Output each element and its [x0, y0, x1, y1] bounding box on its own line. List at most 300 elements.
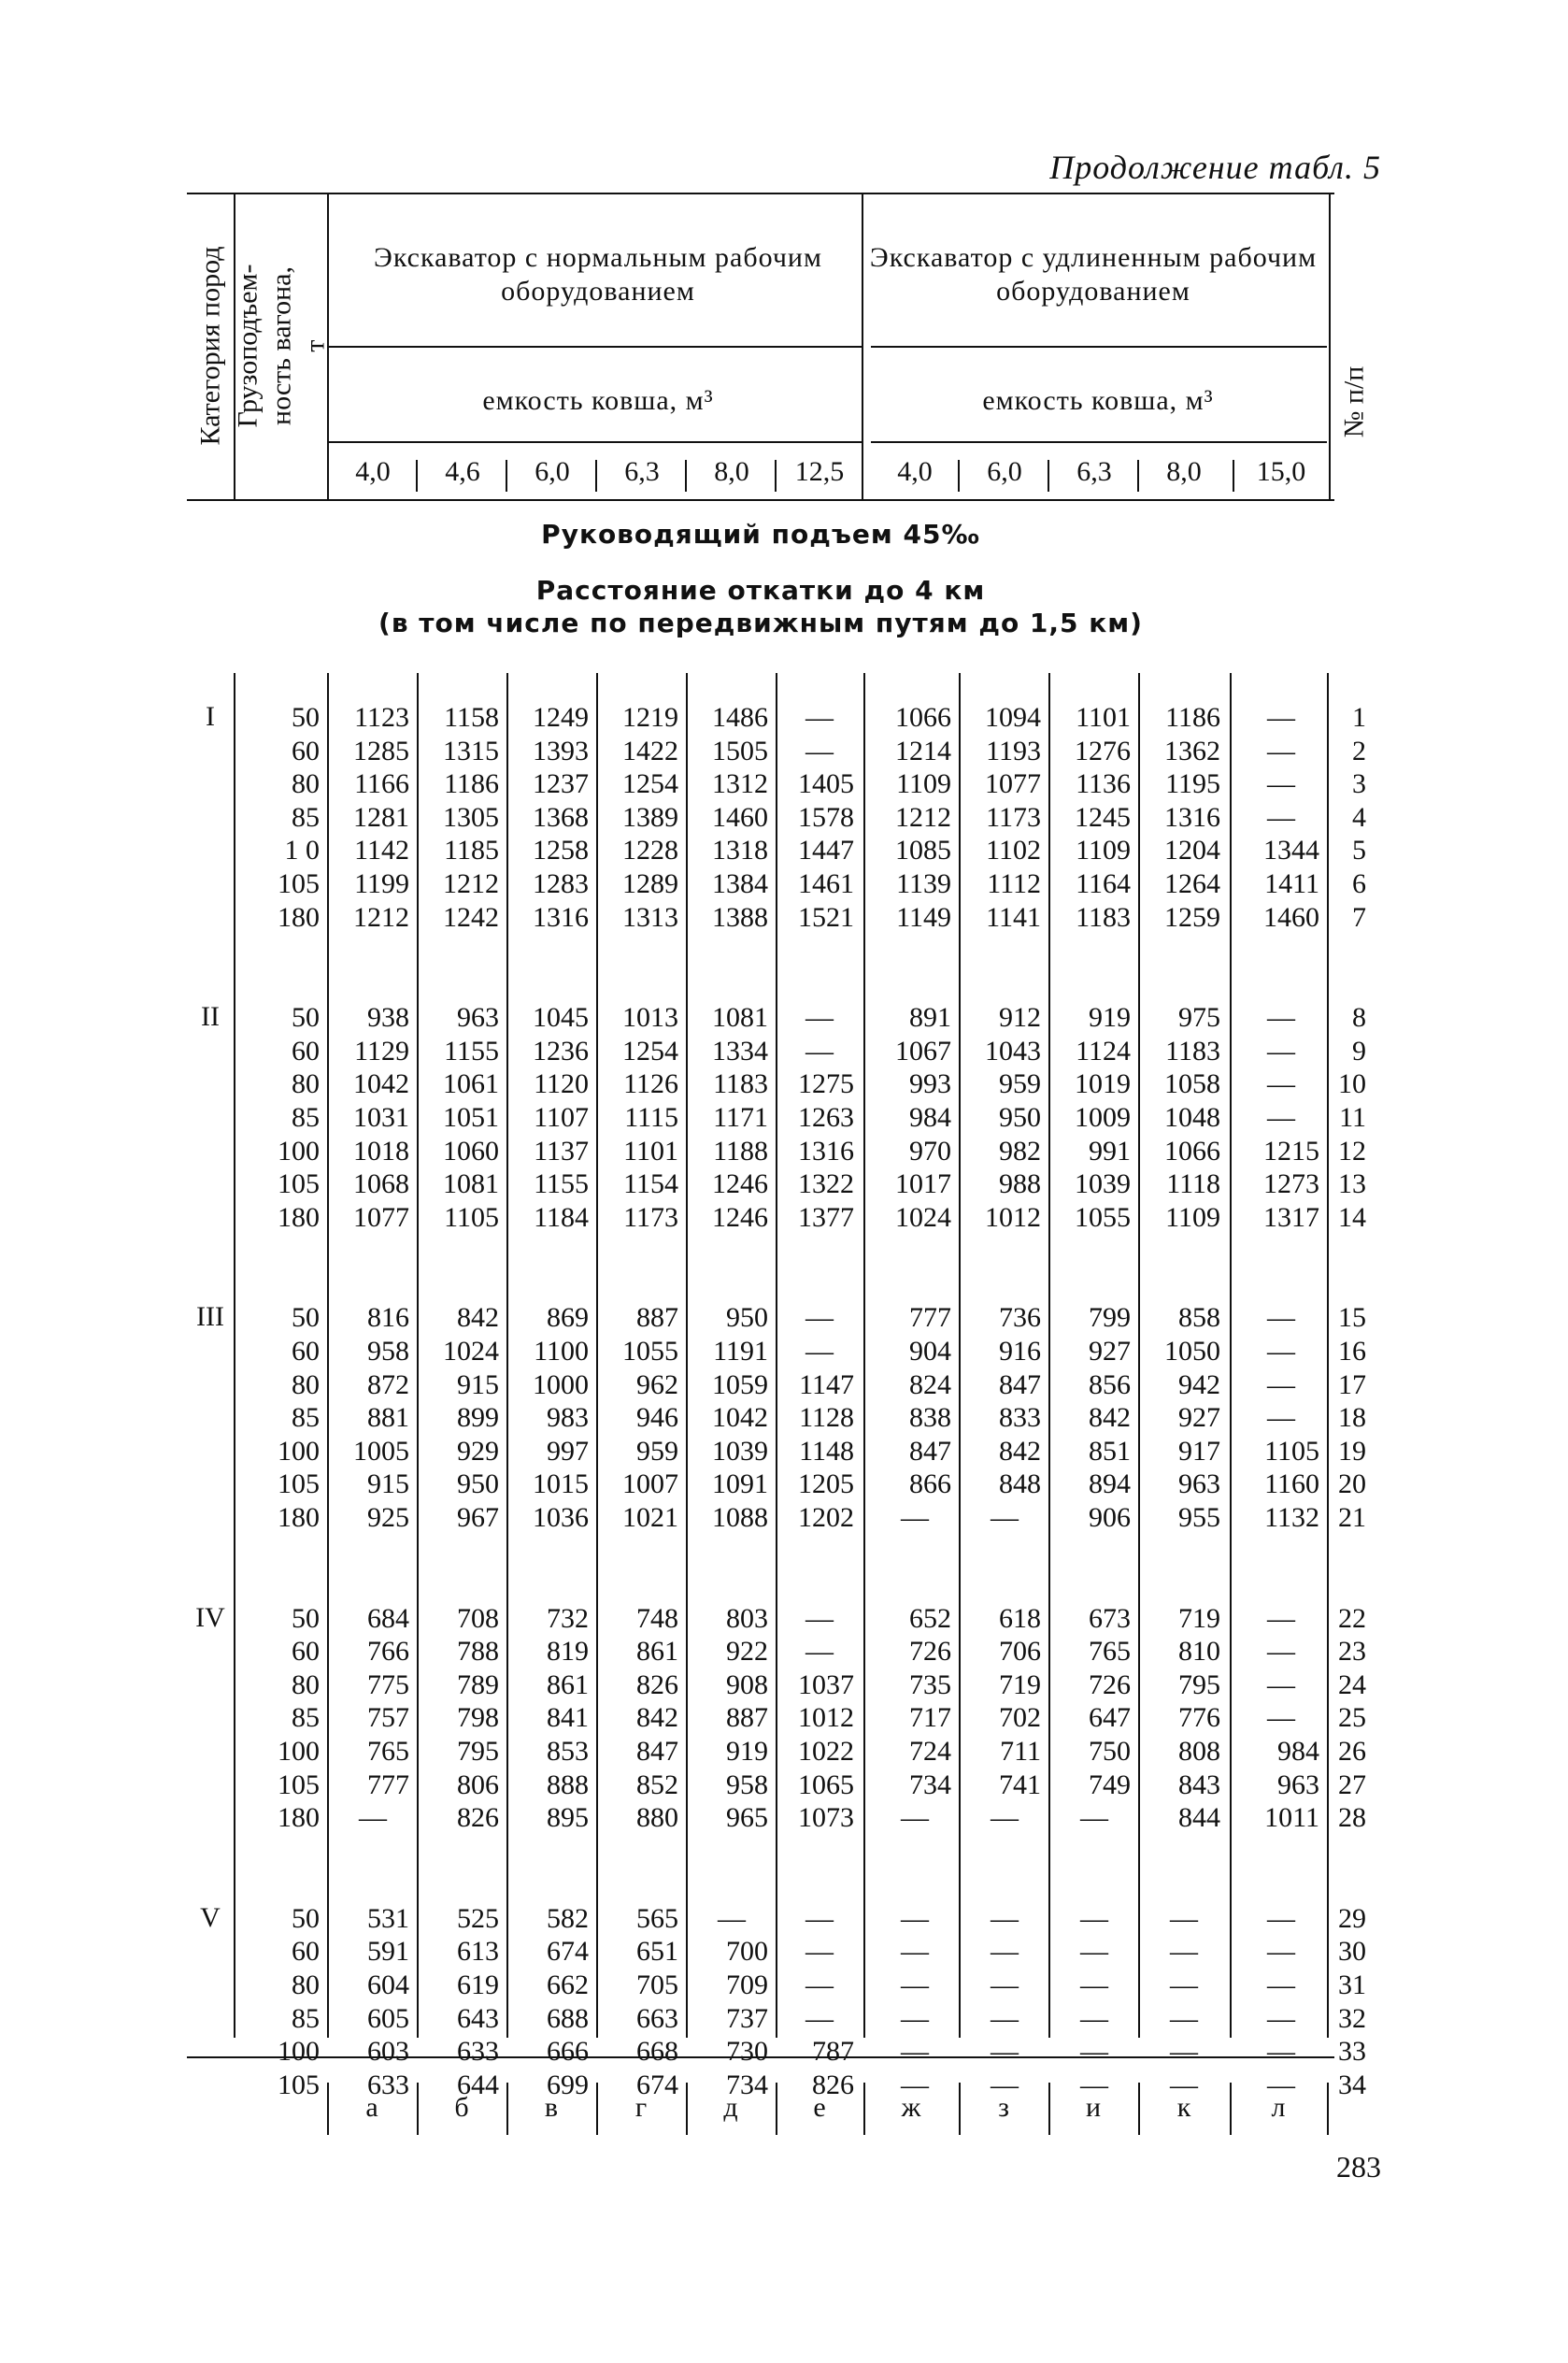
table-cell: 1128: [799, 1402, 854, 1434]
table-cell: 765: [367, 1736, 409, 1767]
table-cell: —: [1080, 2002, 1108, 2034]
row-number-cell: 26: [1338, 1736, 1366, 1767]
table-cell: 1164: [1076, 868, 1131, 899]
capacity-cell: 100: [278, 1435, 320, 1467]
category-label: IV: [195, 1601, 225, 1633]
table-cell: 917: [1178, 1435, 1220, 1467]
table-cell: 591: [367, 1936, 409, 1968]
table-cell: —: [1170, 2036, 1198, 2068]
caption-line-2: Расстояние откатки до 4 км: [535, 575, 986, 606]
table-cell: 709: [726, 1969, 768, 2000]
table-cell: 919: [726, 1736, 768, 1767]
row-number-cell: 27: [1338, 1769, 1366, 1800]
table-cell: 1486: [712, 702, 768, 733]
table-cell: 1334: [712, 1035, 768, 1067]
capacity-cell: 105: [278, 868, 320, 899]
table-cell: 887: [636, 1302, 678, 1334]
table-cell: 1275: [798, 1068, 854, 1100]
table-cell: 858: [1178, 1302, 1220, 1334]
table-cell: 963: [1277, 1769, 1319, 1800]
table-cell: 1173: [986, 801, 1041, 833]
table-cell: 1039: [712, 1435, 768, 1467]
table-cell: 766: [367, 1636, 409, 1668]
capacity-cell: 80: [292, 768, 320, 800]
table-cell: —: [1267, 1702, 1295, 1734]
row-number-cell: 2: [1352, 735, 1366, 766]
table-cell: 908: [726, 1668, 768, 1700]
table-cell: 531: [367, 1902, 409, 1934]
table-cell: 1186: [1165, 702, 1220, 733]
table-cell: 1109: [1076, 835, 1131, 866]
table-cell: 633: [457, 2036, 499, 2068]
table-cell: —: [359, 1802, 387, 1834]
table-cell: 734: [909, 1769, 951, 1800]
table-cell: 1102: [986, 835, 1041, 866]
table-cell: 881: [367, 1402, 409, 1434]
table-cell: 1015: [533, 1468, 589, 1500]
table-cell: 1043: [985, 1035, 1041, 1067]
table-cell: 724: [909, 1736, 951, 1767]
table-cell: 795: [457, 1736, 499, 1767]
table-cell: 967: [457, 1502, 499, 1533]
table-cell: 842: [457, 1302, 499, 1334]
table-cell: 1254: [622, 1035, 678, 1067]
capacity-cell: 105: [278, 1769, 320, 1800]
table-cell: —: [1267, 735, 1295, 766]
table-cell: 1081: [712, 1002, 768, 1034]
table-cell: 1242: [443, 901, 499, 933]
table-cell: 1039: [1075, 1168, 1131, 1200]
table-cell: 1024: [895, 1201, 951, 1233]
table-cell: 1068: [353, 1168, 409, 1200]
table-cell: 1124: [1076, 1035, 1131, 1067]
table-cell: —: [991, 1502, 1019, 1533]
table-cell: 1236: [533, 1035, 589, 1067]
table-cell: 904: [909, 1336, 951, 1367]
table-cell: 1188: [713, 1135, 768, 1167]
table-cell: 1246: [712, 1168, 768, 1200]
table-cell: 1388: [712, 901, 768, 933]
table-cell: 1344: [1263, 835, 1319, 866]
table-cell: —: [991, 1902, 1019, 1934]
table-cell: 618: [999, 1602, 1041, 1634]
table-cell: —: [1267, 1102, 1295, 1133]
table-cell: —: [1267, 2002, 1295, 2034]
table-cell: 1120: [534, 1068, 589, 1100]
capacity-cell: 50: [292, 1302, 320, 1334]
table-cell: 1021: [622, 1502, 678, 1533]
table-cell: 958: [726, 1769, 768, 1800]
table-cell: 663: [636, 2002, 678, 2034]
table-cell: 842: [1089, 1402, 1131, 1434]
table-cell: 1258: [533, 835, 589, 866]
row-number-cell: 28: [1338, 1802, 1366, 1834]
table-cell: —: [1080, 1902, 1108, 1934]
table-cell: 1045: [533, 1002, 589, 1034]
table-cell: 1460: [712, 801, 768, 833]
table-cell: —: [991, 2002, 1019, 2034]
category-header: Категория пород: [194, 246, 226, 446]
capacity-cell: 180: [278, 1201, 320, 1233]
capacity-cell: 50: [292, 702, 320, 733]
table-cell: 1123: [354, 702, 409, 733]
table-cell: 1312: [712, 768, 768, 800]
table-cell: 1305: [443, 801, 499, 833]
table-cell: —: [805, 702, 834, 733]
column-letter: в: [544, 2092, 559, 2123]
row-number-cell: 17: [1338, 1368, 1366, 1400]
capacity-cell: 85: [292, 2002, 320, 2034]
table-cell: 1193: [986, 735, 1041, 766]
capacity-cell: 60: [292, 1336, 320, 1367]
table-cell: 1155: [444, 1035, 499, 1067]
table-cell: 1019: [1075, 1068, 1131, 1100]
table-footer: [187, 2056, 1334, 2150]
capacity-cell: 60: [292, 1636, 320, 1668]
table-cell: 915: [457, 1368, 499, 1400]
table-cell: 750: [1089, 1736, 1131, 1767]
table-cell: 997: [547, 1435, 589, 1467]
row-number-cell: 10: [1338, 1068, 1366, 1100]
row-number-cell: 11: [1339, 1102, 1366, 1133]
table-cell: 919: [1089, 1002, 1131, 1034]
table-cell: 1245: [1075, 801, 1131, 833]
table-cell: —: [805, 2002, 834, 2034]
table-cell: —: [901, 2069, 929, 2100]
extended-capacity-2: 6,0: [987, 456, 1022, 487]
table-cell: 991: [1089, 1135, 1131, 1167]
table-cell: 938: [367, 1002, 409, 1034]
table-cell: 706: [999, 1636, 1041, 1668]
table-cell: 1031: [353, 1102, 409, 1133]
table-cell: 880: [636, 1802, 678, 1834]
table-cell: —: [1267, 1969, 1295, 2000]
table-cell: 702: [999, 1702, 1041, 1734]
table-cell: 1173: [623, 1201, 678, 1233]
capacity-cell: 85: [292, 1102, 320, 1133]
row-number-cell: 34: [1338, 2069, 1366, 2100]
table-cell: 1126: [623, 1068, 678, 1100]
table-cell: 950: [726, 1302, 768, 1334]
table-cell: 1362: [1164, 735, 1220, 766]
table-cell: 749: [1089, 1769, 1131, 1800]
table-cell: —: [805, 1936, 834, 1968]
normal-capacity-4: 6,3: [624, 456, 660, 487]
table-cell: 847: [636, 1736, 678, 1767]
table-cell: 1158: [444, 702, 499, 733]
table-cell: 1051: [443, 1102, 499, 1133]
table-cell: —: [991, 1802, 1019, 1834]
table-cell: 1219: [622, 702, 678, 733]
table-cell: 927: [1178, 1402, 1220, 1434]
table-cell: 735: [909, 1668, 951, 1700]
table-cell: —: [1080, 2036, 1108, 2068]
table-cell: 1088: [712, 1502, 768, 1533]
table-cell: 1094: [985, 702, 1041, 733]
row-number-cell: 5: [1352, 835, 1366, 866]
capacity-cell: 60: [292, 1035, 320, 1067]
normal-capacity-1: 4,0: [355, 456, 391, 487]
table-cell: 787: [812, 2036, 854, 2068]
table-cell: 708: [457, 1602, 499, 1634]
normal-capacity-6: 12,5: [794, 456, 845, 487]
table-cell: 965: [726, 1802, 768, 1834]
table-cell: —: [901, 1936, 929, 1968]
table-cell: 717: [909, 1702, 951, 1734]
row-number-cell: 32: [1338, 2002, 1366, 2034]
table-cell: 1281: [353, 801, 409, 833]
table-cell: —: [901, 2002, 929, 2034]
capacity-cell: 80: [292, 1068, 320, 1100]
table-cell: 1212: [353, 901, 409, 933]
capacity-cell: 180: [278, 1502, 320, 1533]
table-cell: 950: [457, 1468, 499, 1500]
table-cell: 647: [1089, 1702, 1131, 1734]
table-cell: 1149: [896, 901, 951, 933]
table-cell: 894: [1089, 1468, 1131, 1500]
table-cell: 1461: [798, 868, 854, 899]
table-cell: 1183: [713, 1068, 768, 1100]
table-cell: 955: [1178, 1502, 1220, 1533]
table-cell: 895: [547, 1802, 589, 1834]
category-label: II: [201, 1001, 220, 1033]
table-cell: 726: [1089, 1668, 1131, 1700]
capacity-cell: 80: [292, 1969, 320, 2000]
table-cell: 674: [636, 2069, 678, 2100]
table-cell: —: [1080, 1969, 1108, 2000]
table-cell: 1154: [623, 1168, 678, 1200]
row-number-cell: 18: [1338, 1402, 1366, 1434]
table-cell: 1447: [798, 835, 854, 866]
table-cell: —: [1170, 2069, 1198, 2100]
table-cell: 1018: [353, 1135, 409, 1167]
table-cell: 963: [1178, 1468, 1220, 1500]
table-cell: 619: [457, 1969, 499, 2000]
table-cell: 1115: [624, 1102, 678, 1133]
table-cell: 861: [636, 1636, 678, 1668]
table-cell: 963: [457, 1002, 499, 1034]
table-cell: —: [1267, 1936, 1295, 1968]
table-cell: —: [805, 1602, 834, 1634]
table-cell: 925: [367, 1502, 409, 1533]
table-cell: —: [901, 1969, 929, 2000]
row-number-header: № п/п: [1338, 365, 1370, 438]
table-cell: 736: [999, 1302, 1041, 1334]
table-cell: 1059: [712, 1368, 768, 1400]
table-cell: 1067: [895, 1035, 951, 1067]
row-number-cell: 16: [1338, 1336, 1366, 1367]
row-number-cell: 12: [1338, 1135, 1366, 1167]
capacity-cell: 1 0: [284, 835, 320, 866]
table-cell: 1263: [798, 1102, 854, 1133]
row-number-cell: 19: [1338, 1435, 1366, 1467]
table-cell: 861: [547, 1668, 589, 1700]
table-cell: —: [1267, 1368, 1295, 1400]
row-number-cell: 33: [1338, 2036, 1366, 2068]
row-number-cell: 29: [1338, 1902, 1366, 1934]
table-cell: 1205: [798, 1468, 854, 1500]
table-cell: —: [805, 1969, 834, 2000]
capacity-cell: 105: [278, 1468, 320, 1500]
table-header: [187, 193, 1370, 501]
table-cell: 1077: [985, 768, 1041, 800]
table-cell: 1184: [534, 1201, 589, 1233]
table-cell: 789: [457, 1668, 499, 1700]
table-cell: 803: [726, 1602, 768, 1634]
table-cell: 942: [1178, 1368, 1220, 1400]
table-cell: 565: [636, 1902, 678, 1934]
capacity-cell: 85: [292, 801, 320, 833]
table-cell: 582: [547, 1902, 589, 1934]
table-cell: 848: [999, 1468, 1041, 1500]
table-cell: —: [1170, 1969, 1198, 2000]
table-cell: 1036: [533, 1502, 589, 1533]
capacity-cell: 105: [278, 1168, 320, 1200]
capacity-cell: 80: [292, 1668, 320, 1700]
table-cell: 737: [726, 2002, 768, 2034]
capacity-cell: 85: [292, 1402, 320, 1434]
table-cell: 1101: [623, 1135, 678, 1167]
table-cell: 1155: [534, 1168, 589, 1200]
table-cell: 1055: [1075, 1201, 1131, 1233]
table-cell: 613: [457, 1936, 499, 1968]
table-cell: 844: [1178, 1802, 1220, 1834]
table-cell: 1322: [798, 1168, 854, 1200]
row-number-cell: 15: [1338, 1302, 1366, 1334]
table-cell: 1505: [712, 735, 768, 766]
table-cell: 1212: [895, 801, 951, 833]
table-cell: 869: [547, 1302, 589, 1334]
table-cell: 927: [1089, 1336, 1131, 1367]
capacity-cell: 85: [292, 1702, 320, 1734]
table-cell: 1313: [622, 901, 678, 933]
table-cell: 975: [1178, 1002, 1220, 1034]
extended-bucket-label: емкость ковша, м³: [982, 385, 1214, 416]
table-cell: 674: [547, 1936, 589, 1968]
row-number-cell: 13: [1338, 1168, 1366, 1200]
table-cell: 1276: [1075, 735, 1131, 766]
table-cell: 912: [999, 1002, 1041, 1034]
table-cell: 1377: [798, 1201, 854, 1233]
table-cell: 776: [1178, 1702, 1220, 1734]
capacity-cell: 180: [278, 1802, 320, 1834]
table-cell: 652: [909, 1602, 951, 1634]
table-cell: 633: [367, 2069, 409, 2100]
table-cell: 1012: [798, 1702, 854, 1734]
table-cell: 1101: [1076, 702, 1131, 733]
table-cell: —: [805, 1902, 834, 1934]
table-cell: 810: [1178, 1636, 1220, 1668]
table-cell: —: [1267, 1902, 1295, 1934]
table-cell: 1171: [713, 1102, 768, 1133]
table-cell: —: [1267, 2036, 1295, 2068]
table-cell: 1107: [534, 1102, 589, 1133]
table-cell: 1105: [444, 1201, 499, 1233]
table-cell: 1316: [798, 1135, 854, 1167]
table-cell: —: [1267, 1636, 1295, 1668]
row-number-cell: 1: [1352, 702, 1366, 733]
table-cell: 843: [1178, 1769, 1220, 1800]
table-cell: 959: [636, 1435, 678, 1467]
table-cell: 1137: [534, 1135, 589, 1167]
table-cell: 1212: [443, 868, 499, 899]
table-cell: —: [1267, 1402, 1295, 1434]
table-cell: 851: [1089, 1435, 1131, 1467]
table-cell: 826: [457, 1802, 499, 1834]
table-cell: —: [1170, 2002, 1198, 2034]
table-cell: 1017: [895, 1168, 951, 1200]
column-letter: к: [1176, 2092, 1191, 2123]
table-cell: 1318: [712, 835, 768, 866]
table-cell: 922: [726, 1636, 768, 1668]
column-letter: е: [813, 2092, 826, 2123]
table-cell: —: [991, 1936, 1019, 1968]
row-number-cell: 4: [1352, 801, 1366, 833]
table-cell: —: [1267, 1602, 1295, 1634]
table-cell: 726: [909, 1636, 951, 1668]
capacity-cell: 50: [292, 1902, 320, 1934]
table-cell: 982: [999, 1135, 1041, 1167]
table-cell: 1112: [987, 868, 1041, 899]
table-cell: 1100: [534, 1336, 589, 1367]
table-cell: 719: [1178, 1602, 1220, 1634]
table-cell: 1005: [353, 1435, 409, 1467]
table-cell: 1317: [1263, 1201, 1319, 1233]
table-cell: 847: [999, 1368, 1041, 1400]
caption-line-3: (в том числе по передвижным путям до 1,5 км): [378, 608, 1143, 638]
row-number-cell: 9: [1352, 1035, 1366, 1067]
table-cell: 1000: [533, 1368, 589, 1400]
table-cell: 688: [547, 2002, 589, 2034]
table-cell: 1091: [712, 1468, 768, 1500]
table-cell: 962: [636, 1368, 678, 1400]
table-cell: 1012: [985, 1201, 1041, 1233]
table-cell: 1254: [622, 768, 678, 800]
table-cell: 1316: [533, 901, 589, 933]
table-cell: —: [805, 1002, 834, 1034]
table-cell: 1578: [798, 801, 854, 833]
table-cell: 1214: [895, 735, 951, 766]
table-cell: 1073: [798, 1802, 854, 1834]
table-cell: 1009: [1075, 1102, 1131, 1133]
table-cell: 984: [1277, 1736, 1319, 1767]
table-cell: 1264: [1164, 868, 1220, 899]
row-number-cell: 21: [1338, 1502, 1366, 1533]
table-cell: 959: [999, 1068, 1041, 1100]
table-cell: 777: [909, 1302, 951, 1334]
table-cell: 1037: [798, 1668, 854, 1700]
table-cell: —: [1080, 1936, 1108, 1968]
table-cell: 1007: [622, 1468, 678, 1500]
table-cell: 1249: [533, 702, 589, 733]
capacity-header: Грузоподъем- ность вагона, т: [232, 264, 330, 428]
table-cell: 1521: [798, 901, 854, 933]
table-cell: 1109: [1165, 1201, 1220, 1233]
table-cell: —: [991, 2069, 1019, 2100]
table-cell: 741: [999, 1769, 1041, 1800]
table-cell: —: [901, 1802, 929, 1834]
row-number-cell: 22: [1338, 1602, 1366, 1634]
table-cell: 1228: [622, 835, 678, 866]
table-cell: 651: [636, 1936, 678, 1968]
table-cell: 1132: [1264, 1502, 1319, 1533]
table-cell: 891: [909, 1002, 951, 1034]
table-cell: 1013: [622, 1002, 678, 1034]
table-cell: 1368: [533, 801, 589, 833]
table-cell: 1022: [798, 1736, 854, 1767]
table-cell: 1316: [1164, 801, 1220, 833]
row-number-cell: 6: [1352, 868, 1366, 899]
